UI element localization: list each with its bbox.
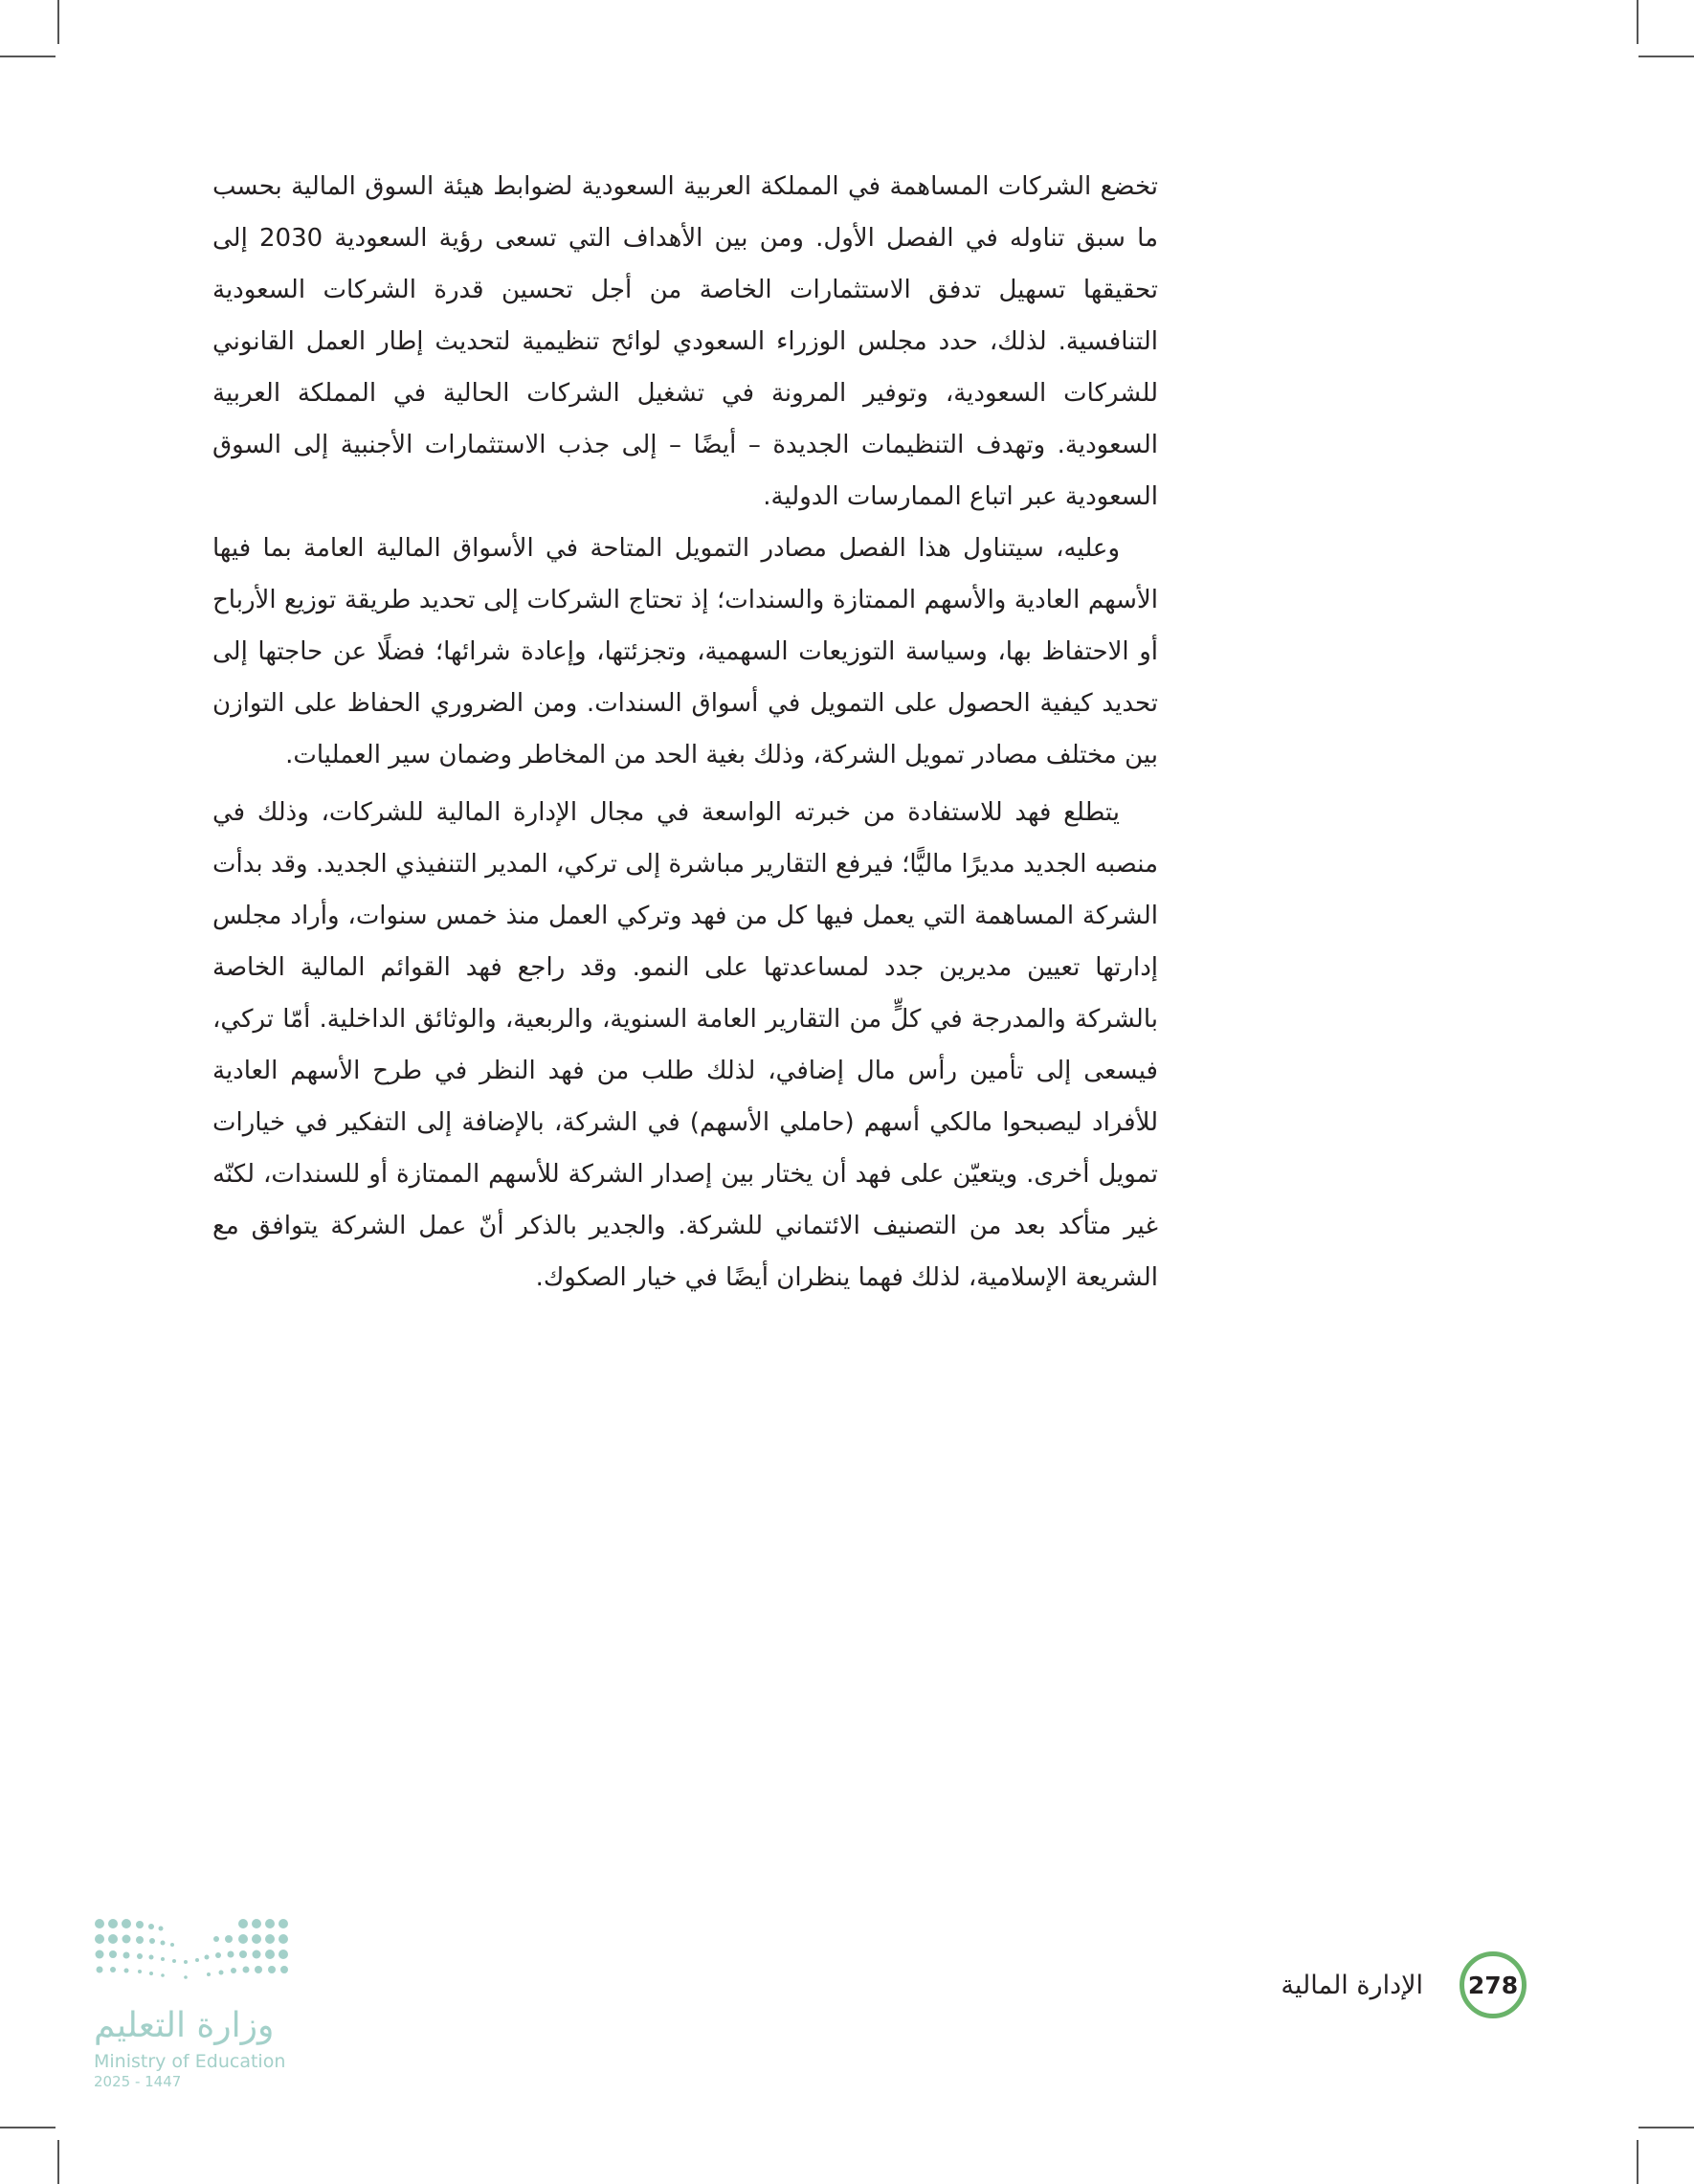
crop-mark-bottom-left-h bbox=[0, 2127, 56, 2128]
crop-mark-top-right bbox=[1637, 0, 1638, 44]
ministry-logo bbox=[92, 1914, 312, 2090]
logo-arabic-name: وزارة التعليم bbox=[94, 2006, 275, 2045]
crop-mark-top-left bbox=[57, 0, 59, 44]
crop-mark-bottom-left bbox=[57, 2140, 59, 2184]
logo-dots-icon bbox=[92, 1914, 302, 2010]
logo-english-name: Ministry of Education bbox=[94, 2051, 286, 2072]
crop-mark-bottom-right-h bbox=[1638, 2127, 1694, 2128]
page-footer bbox=[1281, 1949, 1527, 2021]
body-text bbox=[212, 161, 1158, 1304]
page-number-badge: 278 bbox=[1460, 1951, 1527, 2018]
crop-mark-top-right-h bbox=[1638, 56, 1694, 57]
paragraph-chapter-overview: وعليه، سيتناول هذا الفصل مصادر التمويل المتاحة في الأسواق المالية العامة بما فيها الأسهم العادية والأسهم الممتازة والسندات؛ إذ تحتاج الشركات إلى تحديد طريقة توزيع الأرباح أو الاحتفاظ بها، وسياسة التوزيعات السهمية، وتجزئتها، وإعادة شرائها؛ فضلًا عن حاجتها إلى تحديد كيفية الحصول على التمويل في أسواق السندات. ومن الضروري الحفاظ على التوازن بين مختلف مصادر تمويل الشركة، وذلك بغية الحد من المخاطر وضمان سير العمليات. bbox=[212, 534, 1158, 769]
crop-mark-bottom-right bbox=[1637, 2140, 1638, 2184]
crop-mark-top-left-h bbox=[0, 56, 56, 57]
paragraph-intro: تخضع الشركات المساهمة في المملكة العربية السعودية لضوابط هيئة السوق المالية بحسب ما سبق تناوله في الفصل الأول. ومن بين الأهداف التي تسعى رؤية السعودية 2030 إلى تحقيقها تسهيل تدفق الاستثمارات الخاصة من أجل تحسين قدرة الشركات السعودية التنافسية. لذلك، حدد مجلس الوزراء السعودي لوائح تنظيمية لتحديث إطار العمل القانوني للشركات السعودية، وتوفير المرونة في تشغيل الشركات الحالية في المملكة العربية السعودية. وتهدف التنظيمات الجديدة – أيضًا – إلى جذب الاستثمارات الأجنبية إلى السوق السعودية عبر اتباع الممارسات الدولية. bbox=[212, 172, 1158, 511]
paragraph-case-study: يتطلع فهد للاستفادة من خبرته الواسعة في مجال الإدارة المالية للشركات، وذلك في منصبه الجديد مديرًا ماليًّا؛ فيرفع التقارير مباشرة إلى تركي، المدير التنفيذي الجديد. وقد بدأت الشركة المساهمة التي يعمل فيها كل من فهد وتركي العمل منذ خمس سنوات، وأراد مجلس إدارتها تعيين مديرين جدد لمساعدتها على النمو. وقد راجع فهد القوائم المالية الخاصة بالشركة والمدرجة في كلٍّ من التقارير العامة السنوية، والربعية، والوثائق الداخلية. أمّا تركي، فيسعى إلى تأمين رأس مال إضافي، لذلك طلب من فهد النظر في طرح الأسهم العادية للأفراد ليصبحوا مالكي أسهم (حاملي الأسهم) في الشركة، بالإضافة إلى التفكير في خيارات تمويل أخرى. ويتعيّن على فهد أن يختار بين إصدار الشركة للأسهم الممتازة أو للسندات، لكنّه غير متأكد بعد من التصنيف الائتماني للشركة. والجدير بالذكر أنّ عمل الشركة يتوافق مع الشريعة الإسلامية، لذلك فهما ينظران أيضًا في خيار الصكوك. bbox=[212, 798, 1158, 1292]
section-title: الإدارة المالية bbox=[1281, 1970, 1423, 2000]
logo-year: 2025 - 1447 bbox=[94, 2073, 182, 2090]
